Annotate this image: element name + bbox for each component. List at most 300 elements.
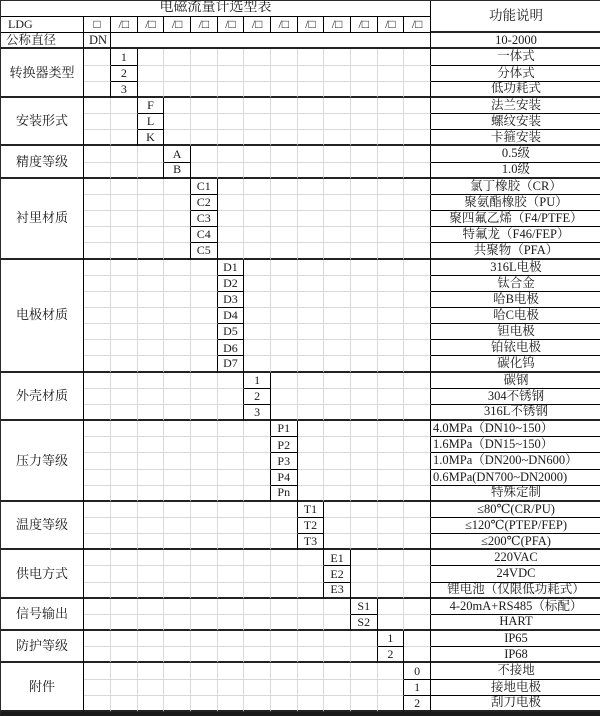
model-slot: /□ bbox=[138, 17, 165, 33]
grid-cell bbox=[164, 421, 191, 437]
grid-cell bbox=[271, 680, 298, 696]
grid-cell bbox=[351, 356, 378, 372]
grid-cell bbox=[271, 276, 298, 292]
grid-cell bbox=[378, 421, 405, 437]
grid-cell bbox=[191, 130, 218, 146]
grid-cell bbox=[84, 486, 111, 502]
grid-cell bbox=[138, 373, 165, 389]
grid-cell bbox=[191, 98, 218, 114]
option-function: 1.6MPa（DN15~150） bbox=[431, 437, 600, 453]
grid-cell bbox=[298, 486, 325, 502]
option-code: D3 bbox=[218, 292, 245, 308]
grid-cell bbox=[404, 340, 431, 356]
option-code: S2 bbox=[351, 615, 378, 631]
grid-cell bbox=[111, 599, 138, 615]
grid-cell bbox=[404, 453, 431, 469]
grid-cell bbox=[298, 146, 325, 162]
grid-cell bbox=[378, 114, 405, 130]
grid-cell bbox=[164, 114, 191, 130]
grid-cell bbox=[324, 663, 351, 679]
grid-cell bbox=[324, 340, 351, 356]
grid-cell bbox=[111, 663, 138, 679]
grid-cell bbox=[111, 243, 138, 259]
grid-cell bbox=[404, 195, 431, 211]
grid-cell bbox=[191, 146, 218, 162]
grid-cell bbox=[138, 566, 165, 582]
grid-cell bbox=[84, 227, 111, 243]
grid-cell bbox=[218, 663, 245, 679]
grid-cell bbox=[404, 292, 431, 308]
grid-cell bbox=[351, 680, 378, 696]
option-code: 2 bbox=[404, 696, 431, 712]
grid-cell bbox=[404, 356, 431, 372]
grid-cell bbox=[111, 421, 138, 437]
option-code: L bbox=[138, 114, 165, 130]
grid-cell bbox=[351, 583, 378, 599]
option-function: 1.0MPa（DN200~DN600） bbox=[431, 453, 600, 469]
option-function: 共聚物（PFA） bbox=[431, 243, 600, 259]
grid-cell bbox=[404, 502, 431, 518]
grid-cell bbox=[244, 486, 271, 502]
grid-cell bbox=[191, 163, 218, 179]
option-code: 1 bbox=[244, 373, 271, 389]
grid-cell bbox=[164, 437, 191, 453]
grid-cell bbox=[111, 583, 138, 599]
grid-cell bbox=[84, 98, 111, 114]
grid-cell bbox=[84, 502, 111, 518]
grid-cell bbox=[271, 389, 298, 405]
grid-cell bbox=[138, 66, 165, 82]
grid-cell bbox=[244, 211, 271, 227]
grid-cell bbox=[271, 696, 298, 712]
grid-cell bbox=[218, 163, 245, 179]
grid-cell bbox=[324, 292, 351, 308]
grid-cell bbox=[84, 324, 111, 340]
grid-cell bbox=[191, 470, 218, 486]
grid-cell bbox=[324, 405, 351, 421]
grid-cell bbox=[244, 98, 271, 114]
grid-cell bbox=[298, 227, 325, 243]
grid-cell bbox=[84, 583, 111, 599]
grid-cell bbox=[378, 550, 405, 566]
grid-cell bbox=[138, 260, 165, 276]
grid-cell bbox=[324, 114, 351, 130]
grid-cell bbox=[218, 243, 245, 259]
grid-cell bbox=[378, 518, 405, 534]
grid-cell bbox=[218, 49, 245, 65]
grid-cell bbox=[191, 518, 218, 534]
grid-cell bbox=[271, 340, 298, 356]
grid-cell bbox=[111, 696, 138, 712]
grid-cell bbox=[84, 615, 111, 631]
grid-cell bbox=[218, 566, 245, 582]
grid-cell bbox=[191, 615, 218, 631]
option-code: E1 bbox=[324, 550, 351, 566]
grid-cell bbox=[244, 179, 271, 195]
grid-cell bbox=[218, 518, 245, 534]
option-function: 接地电极 bbox=[431, 680, 600, 696]
option-function: 分体式 bbox=[431, 66, 600, 82]
grid-cell bbox=[271, 356, 298, 372]
option-function: 316L不锈钢 bbox=[431, 405, 600, 421]
grid-cell bbox=[138, 550, 165, 566]
grid-cell bbox=[138, 647, 165, 663]
grid-cell bbox=[111, 260, 138, 276]
grid-cell bbox=[191, 340, 218, 356]
grid-cell bbox=[191, 308, 218, 324]
grid-cell bbox=[404, 518, 431, 534]
grid-cell bbox=[324, 647, 351, 663]
grid-cell bbox=[138, 195, 165, 211]
grid-cell bbox=[164, 356, 191, 372]
grid-cell bbox=[191, 534, 218, 550]
grid-cell bbox=[218, 195, 245, 211]
grid-cell bbox=[324, 163, 351, 179]
grid-cell bbox=[378, 49, 405, 65]
grid-cell bbox=[191, 437, 218, 453]
grid-cell bbox=[271, 663, 298, 679]
grid-cell bbox=[138, 405, 165, 421]
grid-cell bbox=[404, 631, 431, 647]
model-slot: /□ bbox=[218, 17, 245, 33]
grid-cell bbox=[164, 243, 191, 259]
grid-cell bbox=[244, 470, 271, 486]
option-code: 3 bbox=[244, 405, 271, 421]
option-code: D1 bbox=[218, 260, 245, 276]
grid-cell bbox=[138, 211, 165, 227]
model-slot: /□ bbox=[404, 17, 431, 33]
option-code: B bbox=[164, 163, 191, 179]
grid-cell bbox=[138, 631, 165, 647]
group-label: 衬里材质 bbox=[1, 179, 84, 260]
grid-cell bbox=[191, 66, 218, 82]
model-slot: /□ bbox=[271, 17, 298, 33]
option-function: 0.6MPa(DN700~DN2000) bbox=[431, 470, 600, 486]
model-prefix: LDG bbox=[1, 17, 84, 33]
grid-cell bbox=[404, 566, 431, 582]
grid-cell bbox=[111, 550, 138, 566]
grid-cell bbox=[298, 195, 325, 211]
option-code: T3 bbox=[298, 534, 325, 550]
grid-cell bbox=[404, 98, 431, 114]
grid-cell bbox=[324, 130, 351, 146]
option-code: A bbox=[164, 146, 191, 162]
grid-cell bbox=[164, 98, 191, 114]
grid-cell bbox=[404, 324, 431, 340]
grid-cell bbox=[84, 276, 111, 292]
grid-cell bbox=[351, 470, 378, 486]
grid-cell bbox=[298, 599, 325, 615]
grid-cell bbox=[404, 647, 431, 663]
option-function: 特殊定制 bbox=[431, 486, 600, 502]
group-label: 安装形式 bbox=[1, 98, 84, 146]
grid-cell bbox=[138, 146, 165, 162]
option-function: IP65 bbox=[431, 631, 600, 647]
grid-cell bbox=[244, 631, 271, 647]
model-slot: /□ bbox=[111, 17, 138, 33]
grid-cell bbox=[164, 195, 191, 211]
grid-cell bbox=[84, 550, 111, 566]
diameter-function: 10-2000 bbox=[431, 33, 600, 49]
option-function: 螺纹安装 bbox=[431, 114, 600, 130]
grid-cell bbox=[378, 389, 405, 405]
option-code: 2 bbox=[111, 66, 138, 82]
grid-cell bbox=[351, 82, 378, 98]
grid-cell bbox=[84, 421, 111, 437]
option-code: C3 bbox=[191, 211, 218, 227]
grid-cell bbox=[298, 615, 325, 631]
group-label: 附件 bbox=[1, 663, 84, 711]
grid-cell bbox=[271, 211, 298, 227]
grid-cell bbox=[271, 179, 298, 195]
grid-cell bbox=[191, 696, 218, 712]
grid-cell bbox=[84, 566, 111, 582]
grid-cell bbox=[218, 599, 245, 615]
option-function: 哈B电极 bbox=[431, 292, 600, 308]
group-label: 外壳材质 bbox=[1, 373, 84, 421]
grid-cell bbox=[324, 389, 351, 405]
grid-cell bbox=[111, 486, 138, 502]
option-code: P2 bbox=[271, 437, 298, 453]
grid-cell bbox=[84, 82, 111, 98]
grid-cell bbox=[111, 389, 138, 405]
grid-cell bbox=[298, 308, 325, 324]
grid-cell bbox=[298, 292, 325, 308]
grid-cell bbox=[351, 49, 378, 65]
grid-cell bbox=[84, 373, 111, 389]
grid-cell bbox=[244, 82, 271, 98]
grid-cell bbox=[244, 583, 271, 599]
grid-cell bbox=[404, 179, 431, 195]
grid-cell bbox=[111, 130, 138, 146]
option-code: P1 bbox=[271, 421, 298, 437]
grid-cell bbox=[111, 98, 138, 114]
grid-cell bbox=[84, 195, 111, 211]
grid-cell bbox=[298, 647, 325, 663]
grid-cell bbox=[324, 696, 351, 712]
grid-cell bbox=[164, 599, 191, 615]
grid-cell bbox=[298, 405, 325, 421]
grid-cell bbox=[138, 163, 165, 179]
grid-cell bbox=[271, 502, 298, 518]
option-function: 不接地 bbox=[431, 663, 600, 679]
grid-cell bbox=[324, 373, 351, 389]
grid-cell bbox=[191, 260, 218, 276]
grid-cell bbox=[111, 615, 138, 631]
grid-cell bbox=[378, 356, 405, 372]
option-code: T1 bbox=[298, 502, 325, 518]
grid-cell bbox=[244, 534, 271, 550]
grid-cell bbox=[138, 421, 165, 437]
grid-cell bbox=[298, 356, 325, 372]
grid-cell bbox=[164, 696, 191, 712]
grid-cell bbox=[298, 243, 325, 259]
grid-cell bbox=[324, 356, 351, 372]
grid-cell bbox=[191, 599, 218, 615]
grid-cell bbox=[271, 146, 298, 162]
grid-cell bbox=[378, 163, 405, 179]
grid-cell bbox=[378, 292, 405, 308]
grid-cell bbox=[298, 130, 325, 146]
grid-cell bbox=[271, 292, 298, 308]
grid-cell bbox=[138, 453, 165, 469]
grid-cell bbox=[218, 534, 245, 550]
grid-cell bbox=[351, 130, 378, 146]
grid-cell bbox=[244, 356, 271, 372]
model-slot: /□ bbox=[164, 17, 191, 33]
grid-cell bbox=[298, 663, 325, 679]
grid-cell bbox=[111, 470, 138, 486]
grid-cell bbox=[351, 340, 378, 356]
grid-cell bbox=[164, 292, 191, 308]
grid-cell bbox=[218, 405, 245, 421]
grid-cell bbox=[84, 340, 111, 356]
grid-cell bbox=[218, 130, 245, 146]
grid-cell bbox=[404, 211, 431, 227]
grid-cell bbox=[298, 82, 325, 98]
option-function: ≤120℃(PTEP/FEP) bbox=[431, 518, 600, 534]
option-code: E3 bbox=[324, 583, 351, 599]
grid-cell bbox=[271, 243, 298, 259]
grid-cell bbox=[298, 437, 325, 453]
grid-cell bbox=[191, 502, 218, 518]
grid-cell bbox=[378, 470, 405, 486]
grid-cell bbox=[271, 114, 298, 130]
grid-cell bbox=[271, 405, 298, 421]
grid-cell bbox=[111, 276, 138, 292]
grid-cell bbox=[111, 146, 138, 162]
option-function: 24VDC bbox=[431, 566, 600, 582]
option-code: 1 bbox=[111, 49, 138, 65]
grid-cell bbox=[378, 340, 405, 356]
option-code: P4 bbox=[271, 470, 298, 486]
grid-cell bbox=[191, 550, 218, 566]
grid-cell bbox=[84, 680, 111, 696]
grid-cell bbox=[404, 615, 431, 631]
grid-cell bbox=[164, 470, 191, 486]
grid-cell bbox=[324, 518, 351, 534]
group-label: 供电方式 bbox=[1, 550, 84, 598]
grid-cell bbox=[191, 631, 218, 647]
grid-cell bbox=[111, 566, 138, 582]
model-slot: /□ bbox=[351, 17, 378, 33]
grid-cell bbox=[378, 502, 405, 518]
grid-cell bbox=[138, 437, 165, 453]
grid-cell bbox=[271, 534, 298, 550]
grid-cell bbox=[164, 340, 191, 356]
option-code: 3 bbox=[111, 82, 138, 98]
grid-cell bbox=[164, 66, 191, 82]
grid-cell bbox=[164, 82, 191, 98]
grid-cell bbox=[111, 502, 138, 518]
grid-cell bbox=[324, 308, 351, 324]
grid-cell bbox=[84, 631, 111, 647]
grid-cell bbox=[84, 405, 111, 421]
grid-cell bbox=[378, 211, 405, 227]
grid-cell bbox=[138, 599, 165, 615]
grid-cell bbox=[84, 470, 111, 486]
grid-cell bbox=[111, 292, 138, 308]
grid-cell bbox=[84, 243, 111, 259]
grid-cell bbox=[351, 163, 378, 179]
grid-cell bbox=[404, 276, 431, 292]
grid-cell bbox=[138, 518, 165, 534]
grid-cell bbox=[351, 486, 378, 502]
grid-cell bbox=[138, 356, 165, 372]
grid-cell bbox=[111, 373, 138, 389]
model-slot: /□ bbox=[298, 17, 325, 33]
option-code: D5 bbox=[218, 324, 245, 340]
grid-cell bbox=[111, 211, 138, 227]
grid-cell bbox=[378, 98, 405, 114]
grid-cell bbox=[244, 66, 271, 82]
grid-cell bbox=[164, 49, 191, 65]
grid-cell bbox=[404, 421, 431, 437]
option-function: 4.0MPa（DN10~150） bbox=[431, 421, 600, 437]
grid-cell bbox=[218, 437, 245, 453]
grid-cell bbox=[138, 486, 165, 502]
grid-cell bbox=[111, 195, 138, 211]
grid-cell bbox=[324, 179, 351, 195]
grid-cell bbox=[404, 486, 431, 502]
grid-cell bbox=[378, 663, 405, 679]
grid-cell bbox=[378, 130, 405, 146]
option-function: 220VAC bbox=[431, 550, 600, 566]
grid-cell bbox=[244, 340, 271, 356]
grid-cell bbox=[244, 227, 271, 243]
grid-cell bbox=[378, 82, 405, 98]
grid-cell bbox=[164, 566, 191, 582]
option-code: D6 bbox=[218, 340, 245, 356]
grid-cell bbox=[191, 421, 218, 437]
grid-cell bbox=[138, 82, 165, 98]
grid-cell bbox=[324, 631, 351, 647]
grid-cell bbox=[298, 49, 325, 65]
grid-cell bbox=[351, 66, 378, 82]
option-code: S1 bbox=[351, 599, 378, 615]
grid-cell bbox=[218, 680, 245, 696]
grid-cell bbox=[351, 405, 378, 421]
option-code: K bbox=[138, 130, 165, 146]
grid-cell bbox=[298, 421, 325, 437]
option-code: P3 bbox=[271, 453, 298, 469]
grid-cell bbox=[164, 308, 191, 324]
group-label: 电极材质 bbox=[1, 260, 84, 373]
grid-cell bbox=[84, 389, 111, 405]
grid-cell bbox=[271, 373, 298, 389]
grid-cell bbox=[324, 599, 351, 615]
option-function: 碳化钨 bbox=[431, 356, 600, 372]
grid-cell bbox=[191, 647, 218, 663]
grid-cell bbox=[324, 470, 351, 486]
grid-cell bbox=[351, 243, 378, 259]
grid-cell bbox=[111, 308, 138, 324]
grid-cell bbox=[84, 114, 111, 130]
grid-cell bbox=[218, 550, 245, 566]
grid-cell bbox=[84, 292, 111, 308]
option-function: 0.5级 bbox=[431, 146, 600, 162]
grid-cell bbox=[138, 49, 165, 65]
grid-cell bbox=[351, 211, 378, 227]
grid-cell bbox=[298, 66, 325, 82]
grid-cell bbox=[84, 599, 111, 615]
model-slot: /□ bbox=[191, 17, 218, 33]
grid-cell bbox=[138, 324, 165, 340]
grid-cell bbox=[271, 98, 298, 114]
grid-cell bbox=[244, 502, 271, 518]
grid-cell bbox=[271, 550, 298, 566]
grid-cell bbox=[191, 663, 218, 679]
